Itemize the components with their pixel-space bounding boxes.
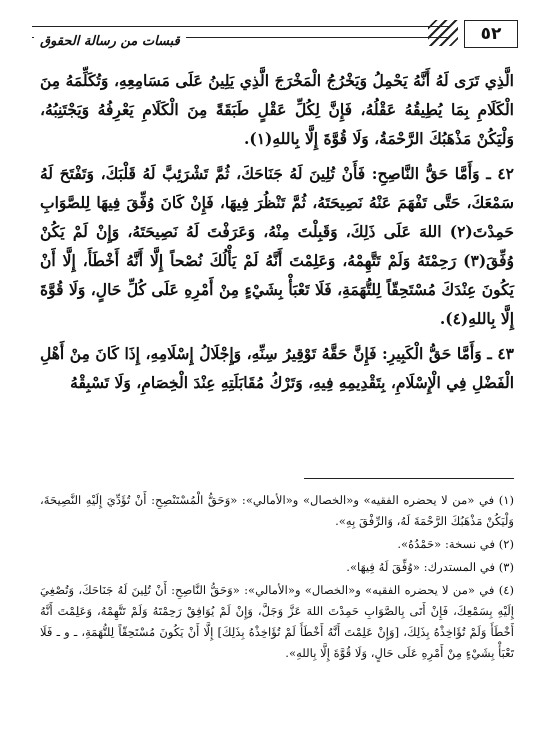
paragraph: ٤٢ ـ وَأَمَّا حَقُّ النَّاصِحِ: فَأَنْ تُلِينَ لَهُ جَنَاحَكَ، ثُمَّ تَشْرَئِبَّ لَهُ قَلْبَكَ، وَتَفْتَحَ لَهُ سَمْعَكَ، حَتَّى تَفْهَمَ عَنْهُ نَصِيحَتَهُ، ثُمَّ تَنْظُرَ فِيهَا، فَإِنْ كَانَ وُفِّقَ فِيهَا لِلصَّوَابِ حَمِدْتَ(٢) اللهَ عَلَى ذَلِكَ، وَقَبِلْتَ مِنْهُ، وَعَرَفْتَ لَهُ نَصِيحَتَهُ، وَإِنْ لَمْ يَكُنْ وُفِّقَ(٣) رَحِمْتَهُ وَلَمْ تَتَّهِمْهُ، وَعَلِمْتَ أَنَّهُ لَمْ يَأْلُكَ نُصْحاً إِلَّا أَنَّهُ أَخْطَأَ، إِلَّا أَنْ يَكُونَ عِنْدَكَ مُسْتَحِقّاً لِلتُّهَمَةِ، فَلَا تَعْبَأْ بِشَيْءٍ مِنْ أَمْرِهِ عَلَى كُلِّ حَالٍ، وَلَا قُوَّةَ إِلَّا بِاللهِ(٤). (40, 164, 514, 328)
paragraph: الَّذِي تَرَى لَهُ أَنَّهُ يَحْمِلُ وَيَخْرُجُ الْمَخْرَجَ الَّذِي يَلِينُ عَلَى مَسَامِعِهِ، وَتُكَلِّمَهُ مِنَ الْكَلَامِ بِمَا يُطِيقُهُ عَقْلُهُ، فَإِنَّ لِكُلِّ عَقْلٍ طَبَقَةً مِنَ الْكَلَامِ يَعْرِفُهُ وَيَجْتَنِبُهُ، وَلْيَكُنْ مَذْهَبُكَ الرَّحْمَةُ، وَلَا قُوَّةَ إِلَّا بِاللهِ(١). (40, 71, 514, 148)
page-number (464, 20, 518, 48)
page-header (32, 20, 518, 58)
page-number-text: ٥٢ (480, 24, 502, 44)
footnotes (40, 490, 514, 666)
footnote: (١) في «من لا يحضره الفقيه» و«الخصال» و«الأمالي»: «وَحَقُّ الْمُسْتَنْصِحِ: أَنْ تُؤَدِّيَ إِلَيْهِ النَّصِيحَةَ، وَلْيَكُنْ مَذْهَبُكَ الرَّحْمَةَ لَهُ، وَالرِّفْقَ بِهِ». (40, 493, 514, 528)
footnote-divider (304, 478, 514, 479)
book-title: قبسات من رسالة الحقوق (34, 34, 186, 49)
paragraph: ٤٣ ـ وَأَمَّا حَقُّ الْكَبِيرِ: فَإِنَّ حَقَّهُ تَوْقِيرُ سِنِّهِ، وَإِجْلَالُ إِسْلَامِهِ، إِذَا كَانَ مِنْ أَهْلِ الْفَضْلِ فِي الْإِسْلَامِ، بِتَقْدِيمِهِ فِيهِ، وَتَرْكُ مُقَابَلَتِهِ عِنْدَ الْخِصَامِ، وَلَا تَسْبِقْهُ (40, 344, 514, 392)
footnote: (٣) في المستدرك: «وُفِّقَ لَهُ فِيهَا». (346, 560, 514, 574)
footnote: (٤) في «من لا يحضره الفقيه» و«الخصال» و«الأمالي»: «وَحَقُّ النَّاصِحِ: أَنْ تُلِينَ لَهُ جَنَاحَكَ، وَتُصْغِيَ إِلَيْهِ بِسَمْعِكَ، فَإِنْ أَتَى بِالصَّوَابِ حَمِدْتَ اللهَ عَزَّ وَجَلَّ، وَإِنْ لَمْ يُوَافِقْ رَحِمْتَهُ وَلَمْ تَتَّهِمْهُ، وَعَلِمْتَ أَنَّهُ أَخْطَأَ وَلَمْ تُؤَاخِذْهُ بِذَلِكَ، [وَإِنْ عَلِمْتَ أَنَّهُ أَخْطَأَ لَمْ تُؤَاخِذْهُ بِذَلِكَ] إِلَّا أَنْ يَكُونَ مُسْتَحِقّاً لِلتُّهَمَةِ، ـ و ـ فَلَا تَعْبَأْ بِشَيْءٍ مِنْ أَمْرِهِ عَلَى حَالٍ، وَلَا قُوَّةَ إِلَّا بِاللهِ». (40, 583, 514, 660)
main-text (40, 66, 514, 403)
footnote: (٢) في نسخة: «حَمْدُهُ». (397, 537, 514, 551)
